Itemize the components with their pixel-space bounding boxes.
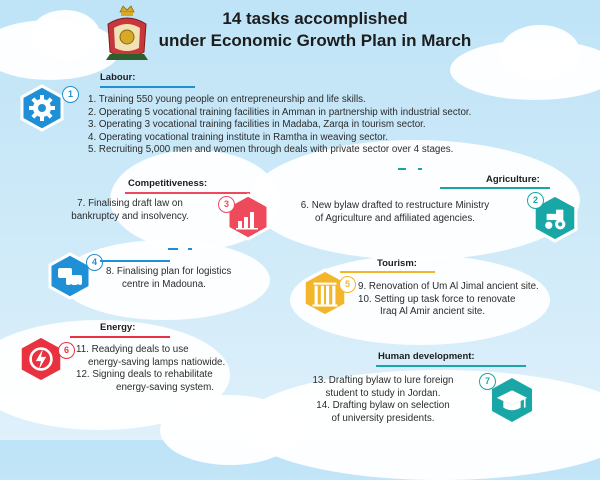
energy-list xyxy=(76,344,225,394)
energy-hexagon xyxy=(16,334,66,384)
list-item: 3. Operating 3 vocational training facilities in Madaba, Zarqa in tourism sector. xyxy=(88,119,426,130)
list-item: of Agriculture and affiliated agencies. xyxy=(315,212,475,224)
list-item: 6. New bylaw drafted to restructure Ministry xyxy=(300,200,490,211)
human-development-list xyxy=(288,375,478,425)
list-item: centre in Madouna. xyxy=(122,278,206,290)
human-development-number-badge: 7 xyxy=(479,373,496,390)
competitiveness-number-badge: 3 xyxy=(218,196,235,213)
list-item: 2. Operating 5 vocational training facilities in Amman in partnership with industrial sector. xyxy=(88,106,472,118)
logistics-list xyxy=(106,266,231,291)
list-item: 5. Recruiting 5,000 men and women through deals with private sector over 4 stages. xyxy=(88,144,454,155)
list-item: bankruptcy and insolvency. xyxy=(71,210,189,222)
list-item: Iraq Al Amir ancient site. xyxy=(380,306,486,317)
agriculture-rule xyxy=(440,187,550,189)
tourism-number-badge: 5 xyxy=(339,276,356,293)
list-item: 10. Setting up task force to renovate xyxy=(358,293,516,305)
agriculture-number-badge: 2 xyxy=(527,192,544,209)
decorative-dash xyxy=(398,168,406,170)
energy-label: Energy: xyxy=(100,322,136,333)
background-cloud xyxy=(30,10,100,60)
list-item: 13. Drafting bylaw to lure foreign xyxy=(312,375,454,386)
list-item: 9. Renovation of Um Al Jimal ancient site. xyxy=(358,281,539,292)
agriculture-label: Agriculture: xyxy=(486,174,540,185)
tourism-rule xyxy=(340,271,435,273)
title-line-1: 14 tasks accomplished xyxy=(222,9,408,28)
coat-of-arms-emblem xyxy=(104,4,150,62)
decorative-dash xyxy=(188,248,192,250)
list-item: of university presidents. xyxy=(331,412,435,424)
list-item: 4. Operating vocational training institute in Ramtha in weaving sector. xyxy=(88,131,389,143)
tourism-hexagon xyxy=(300,268,350,318)
list-item: 7. Finalising draft law on xyxy=(77,198,183,209)
list-item: 14. Drafting bylaw on selection xyxy=(316,400,450,411)
list-item: 1. Training 550 young people on entrepreneurship and life skills. xyxy=(88,94,366,105)
background-cloud xyxy=(160,395,300,465)
list-item: energy-saving lamps natiowide. xyxy=(88,356,226,368)
labour-label: Labour: xyxy=(100,72,136,83)
background-cloud xyxy=(500,25,580,80)
human-development-rule xyxy=(376,365,526,367)
labour-list xyxy=(88,94,471,157)
list-item: 8. Finalising plan for logistics xyxy=(106,266,232,277)
tourism-list xyxy=(358,281,539,319)
list-item: 11. Readying deals to use xyxy=(76,344,189,355)
labour-rule xyxy=(100,86,195,88)
list-item: 12. Signing deals to rehabilitate xyxy=(76,369,213,380)
logistics-rule xyxy=(100,260,170,262)
logistics-number-badge: 4 xyxy=(86,254,103,271)
competitiveness-list xyxy=(40,198,220,223)
labour-number-badge: 1 xyxy=(62,86,79,103)
energy-number-badge: 6 xyxy=(58,342,75,359)
page-title xyxy=(150,8,480,52)
decorative-dash xyxy=(168,248,178,250)
title-line-2: under Economic Growth Plan in March xyxy=(158,31,472,50)
tourism-label: Tourism: xyxy=(377,258,417,269)
list-item: energy-saving system. xyxy=(116,381,215,393)
energy-rule xyxy=(70,336,170,338)
agriculture-list xyxy=(270,200,520,225)
labour-hexagon xyxy=(18,84,66,132)
decorative-dash xyxy=(418,168,422,170)
list-item: student to study in Jordan. xyxy=(325,387,441,399)
competitiveness-label: Competitiveness: xyxy=(128,178,208,189)
human-development-label: Human development: xyxy=(378,351,475,362)
